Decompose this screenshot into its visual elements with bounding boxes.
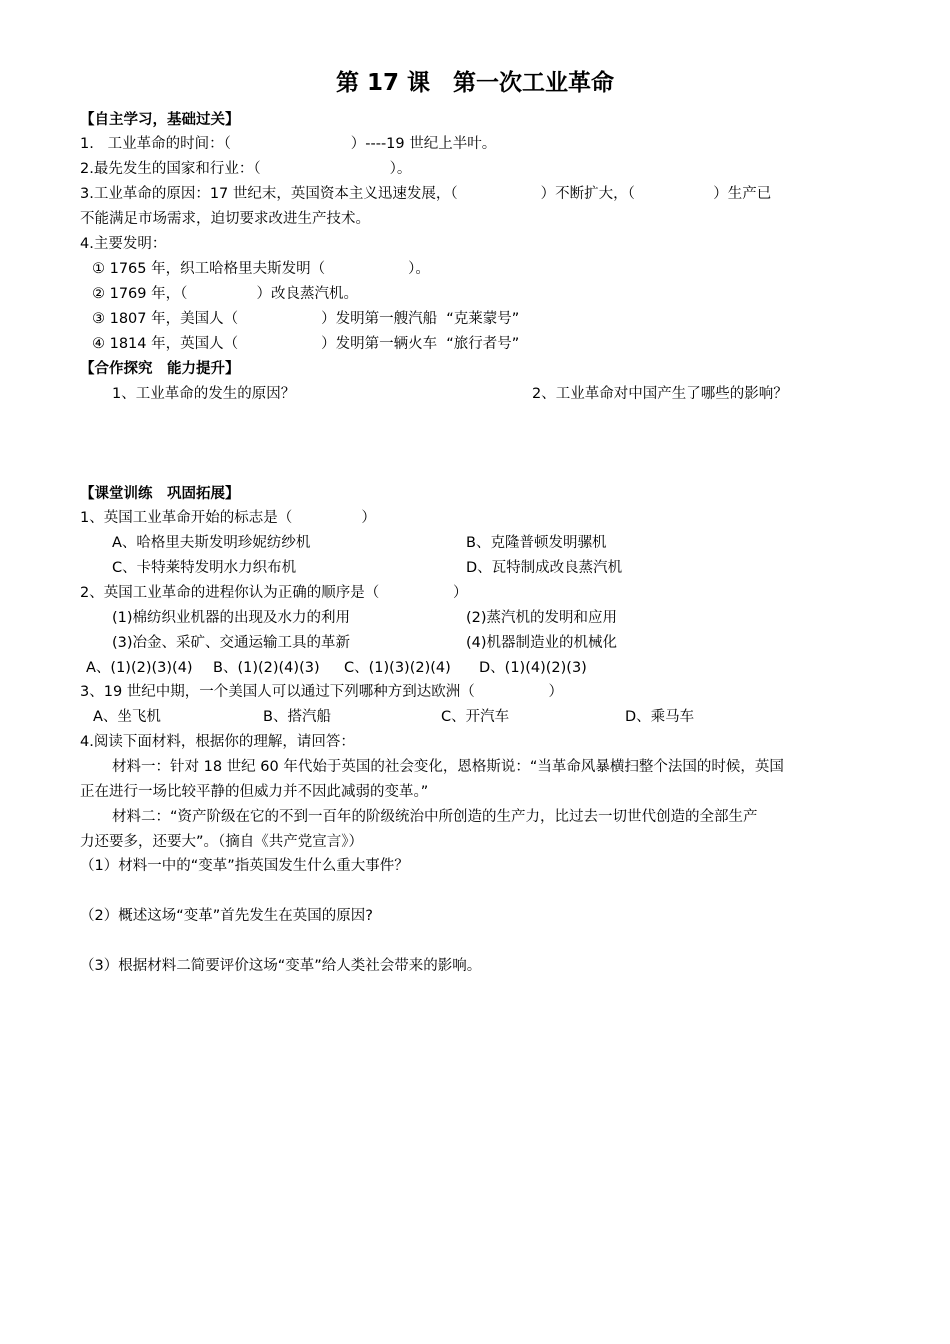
- material-1-line-2: 正在进行一场比较平静的但威力并不因此减弱的变革。”: [80, 784, 429, 800]
- invention-item-3: ③ 1807 年，美国人（ ）发明第一艘汽船 “克莱蒙号”: [92, 311, 520, 327]
- question-1-option-b: B、克隆普顿发明骡机: [466, 535, 607, 551]
- cooperation-question-2: 2、工业革命对中国产生了哪些的影响？: [532, 386, 788, 402]
- self-study-line-3-cont: 不能满足市场需求，迫切要求改进生产技术。: [80, 211, 370, 227]
- question-2-item-1: (1)棉纺织业机器的出现及水力的利用: [112, 610, 351, 626]
- question-1-option-c: C、卡特莱特发明水力织布机: [112, 560, 297, 576]
- question-3-option-c: C、开汽车: [441, 709, 510, 725]
- question-1-option-d: D、瓦特制成改良蒸汽机: [466, 560, 623, 576]
- question-3-stem: 3、19 世纪中期，一个美国人可以通过下列哪种方到达欧洲（ ）: [80, 684, 564, 700]
- question-2-item-3: (3)冶金、采矿、交通运输工具的革新: [112, 635, 351, 651]
- invention-item-4: ④ 1814 年，英国人（ ）发明第一辆火车 “旅行者号”: [92, 336, 520, 352]
- question-4-sub-3: （3）根据材料二简要评价这场“变革”给人类社会带来的影响。: [80, 958, 482, 974]
- section-heading-training: 【课堂训练 巩固拓展】: [80, 486, 240, 502]
- invention-item-2: ② 1769 年，（ ）改良蒸汽机。: [92, 286, 359, 302]
- question-2-option-b: B、(1)(2)(4)(3): [213, 660, 320, 676]
- question-4-stem: 4.阅读下面材料，根据你的理解，请回答：: [80, 734, 355, 750]
- question-1-option-a: A、哈格里夫斯发明珍妮纺纱机: [112, 535, 311, 551]
- self-study-line-1: 1. 工业革命的时间：（ ）----19 世纪上半叶。: [80, 136, 497, 152]
- self-study-line-4: 4.主要发明：: [80, 236, 167, 252]
- section-heading-self-study: 【自主学习，基础过关】: [80, 112, 240, 128]
- question-4-sub-1: （1）材料一中的“变革”指英国发生什么重大事件？: [80, 858, 409, 874]
- page-title: 第 17 课 第一次工业革命: [335, 70, 615, 96]
- question-2-item-4: (4)机器制造业的机械化: [466, 635, 618, 651]
- question-3-option-d: D、乘马车: [625, 709, 695, 725]
- question-3-option-b: B、搭汽船: [263, 709, 331, 725]
- question-2-item-2: (2)蒸汽机的发明和应用: [466, 610, 618, 626]
- material-1-line-1: 材料一：针对 18 世纪 60 年代始于英国的社会变化，恩格斯说：“当革命风暴横扫整个法国的时候，英国: [112, 759, 784, 775]
- self-study-line-2: 2.最先发生的国家和行业：（ ）。: [80, 161, 412, 177]
- self-study-line-3: 3.工业革命的原因：17 世纪末，英国资本主义迅速发展，（ ）不断扩大，（ ）生产已: [80, 186, 772, 202]
- question-2-option-a: A、(1)(2)(3)(4): [86, 660, 193, 676]
- invention-item-1: ① 1765 年，织工哈格里夫斯发明（ ）。: [92, 261, 430, 277]
- section-heading-cooperation: 【合作探究 能力提升】: [80, 361, 240, 377]
- question-2-option-d: D、(1)(4)(2)(3): [479, 660, 587, 676]
- question-1-stem: 1、英国工业革命开始的标志是（ ）: [80, 510, 376, 526]
- question-2-stem: 2、英国工业革命的进程你认为正确的顺序是（ ）: [80, 585, 468, 601]
- question-4-sub-2: （2）概述这场“变革”首先发生在英国的原因?: [80, 908, 373, 924]
- question-3-option-a: A、坐飞机: [93, 709, 161, 725]
- material-2-line-1: 材料二：“资产阶级在它的不到一百年的阶级统治中所创造的生产力，比过去一切世代创造的全部生产: [112, 809, 758, 825]
- cooperation-question-1: 1、工业革命的发生的原因？: [112, 386, 296, 402]
- material-2-line-2: 力还要多，还要大”。（摘自《共产党宣言》）: [80, 834, 364, 850]
- question-2-option-c: C、(1)(3)(2)(4): [344, 660, 451, 676]
